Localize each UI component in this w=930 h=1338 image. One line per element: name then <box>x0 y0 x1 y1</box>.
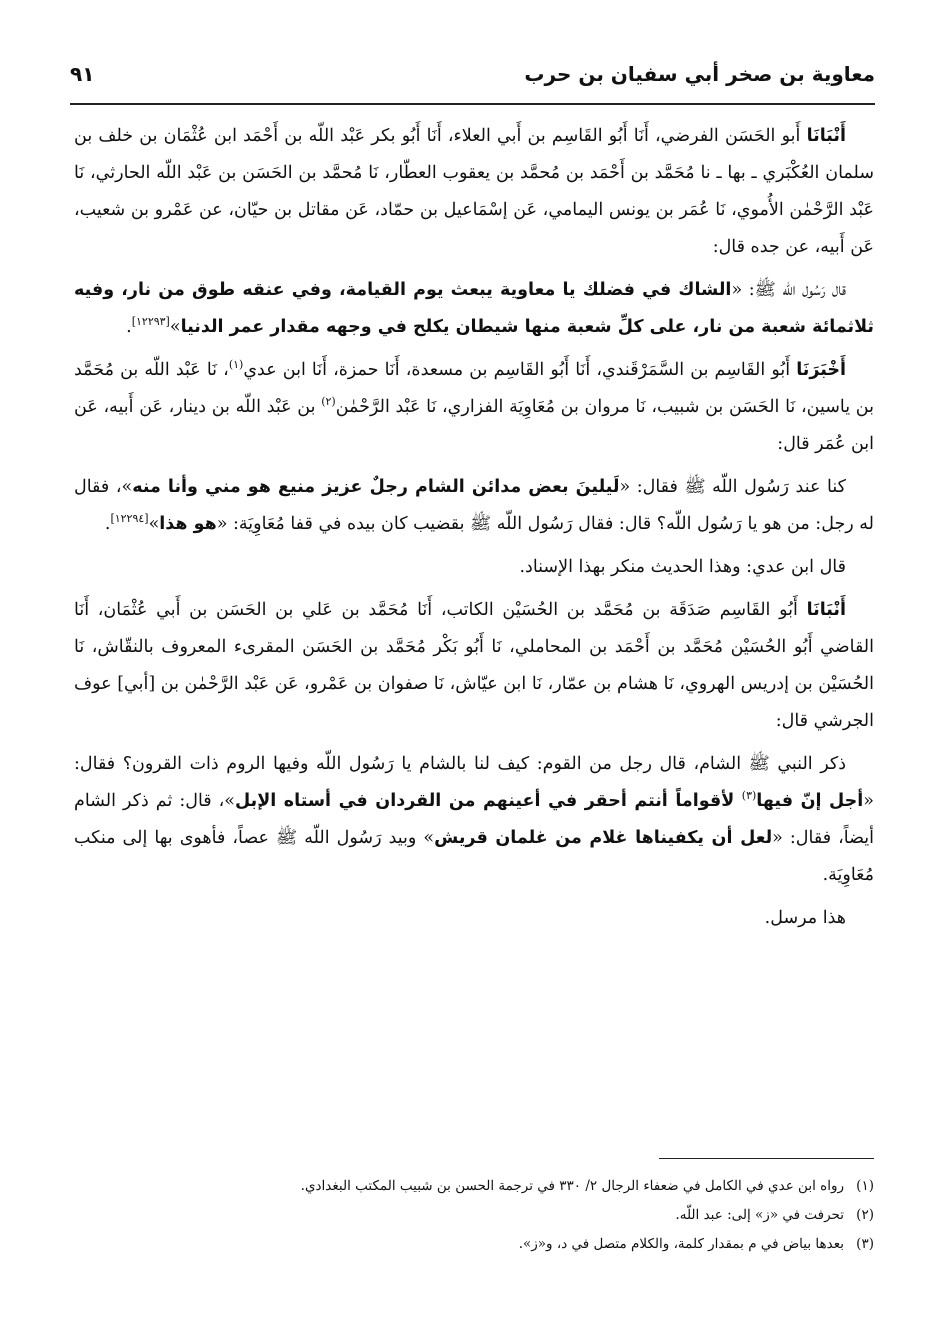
hadith-text: لأقواماً أنتم أحقر في أعينهم من القردان في أستاه الإبل <box>235 791 742 811</box>
paragraph-comment <box>74 549 874 586</box>
paragraph-isnad-1 <box>74 118 874 266</box>
footnote-text: رواه ابن عدي في الكامل في ضعفاء الرجال ٢/ ٣٣٠ في ترجمة الحسن بن شبيب المكتب البغدادي. <box>300 1178 844 1194</box>
paragraph-text: » وبيد رَسُول اللّه ﷺ عصاً، فأهوى بها إلى منكب مُعَاوِيَة. <box>74 828 874 885</box>
paragraph-isnad-2 <box>74 352 874 463</box>
footnote-3 <box>74 1230 874 1259</box>
paragraph-text: قال ابن عدي: وهذا الحديث منكر بهذا الإسناد. <box>519 557 846 577</box>
header-title: معاوية بن صخر أبي سفيان بن حرب <box>524 62 875 86</box>
footnote-number: (١) <box>856 1178 874 1194</box>
paragraph-text: »، قال: ثم ذكر الشام أيضاً، فقال: « <box>74 791 874 848</box>
footnote-1 <box>74 1172 874 1201</box>
footnotes <box>74 1172 874 1259</box>
footnote-marker-1: (١) <box>228 358 244 372</box>
paragraph-text: هذا مرسل. <box>764 908 846 928</box>
footnote-2 <box>74 1201 874 1230</box>
running-header <box>70 62 875 102</box>
footnote-number: (٢) <box>856 1207 874 1223</box>
paragraph-text: ، نَا عَبْد اللّه بن مُحَمَّد بن ياسين، نَا الحَسَن بن شبيب، نَا مروان بن مُعَاوِيَة الفزاري، نَا عَبْد الرَّحْمٰن <box>74 360 874 417</box>
quote-close: » <box>169 317 181 337</box>
hadith-reference: [١٢٢٩٣] <box>131 315 170 329</box>
hadith-reference: [١٢٢٩٤] <box>110 512 149 526</box>
paragraph-text: أَبُو القَاسِم بن السَّمَرْقَندي، أَنَا أَبُو القَاسِم بن مسعدة، أَنَا حمزة، أَنَا ابن عدي <box>243 360 797 380</box>
hadith-text: لعل أن يكفيناها غلام من غلمان قريش <box>434 828 773 848</box>
hadith-text: هو هذا <box>159 514 217 534</box>
paragraph-isnad-3 <box>74 592 874 740</box>
transmission-keyword: أَخْبَرَنَا <box>796 360 847 380</box>
paragraph-text: أَبو الحَسَن الفرضي، أَنَا أَبُو القَاسِم بن أَبي العلاء، أَنَا أَبُو بكر عَبْد اللّه بن أَحْمَد ابن عُثْمَان بن خلف بن سلمان العُكْبَري ـ بها ـ نا مُحَمَّد بن أَحْمَد بن مُحمَّد بن يعقوب العطّار، نَا مُحمَّد بن الحَسَن بن عَبْد اللّه الحارثي، نَا عَبْد الرَّحْمٰن الأُموي، نَا عُمَر بن يونس اليمامي، عَن إسْمَاعيل بن حمّاد، عَن مقاتل بن حيّان، عن عَمْرو بن شعيب، عَن أَبيه، عن جده قال: <box>74 126 874 257</box>
full-stop: . <box>104 514 111 534</box>
full-stop: . <box>126 317 132 337</box>
hadith-text: الشاك في فضلك يا معاوية يبعث يوم القيامة، وفي عنقه طوق من نار، وفيه ثلاثمائة شعبة من نار، على كلِّ شعبة منها شيطان يكلح في وجهه مقدار عمر الدنيا <box>74 280 874 337</box>
quote-close: » <box>148 514 160 534</box>
footnote-marker-2: (٢) <box>321 395 336 409</box>
hadith-intro: قال رَسُول اللّه ﷺ: « <box>731 280 846 300</box>
paragraph-hadith-3 <box>74 746 874 894</box>
footnote-text: بعدها بياض في م بمقدار كلمة، والكلام متصل في د، و«ز». <box>518 1236 844 1252</box>
footnote-number: (٣) <box>856 1236 874 1252</box>
paragraph-hadith-1 <box>74 272 874 346</box>
paragraph-text: »، فقال له رجل: من هو يا رَسُول اللّه؟ قال: فقال رَسُول اللّه ﷺ بقضيب كان بيده في قفا مُعَاوِيَة: « <box>74 477 874 534</box>
paragraph-verdict <box>74 900 874 937</box>
hadith-intro: كنا عند رَسُول اللّه ﷺ فقال: « <box>619 477 846 497</box>
footnote-divider <box>659 1158 874 1159</box>
transmission-keyword: أَنْبَانَا <box>806 126 846 146</box>
footnote-marker-3: (٣) <box>741 789 757 803</box>
hadith-text: لَيلينَ بعض مدائن الشام رجلٌ عزيز منيع هو مني وأنا منه <box>132 477 620 497</box>
paragraph-text: أَبُو القَاسِم صَدَقَة بن مُحَمَّد بن الحُسَيْن الكاتب، أَنَا مُحَمَّد بن عَلي بن الحَسَن بن أَبي عُثْمَان، أَنَا القاضي أَبُو الحُسَيْن مُحَمَّد بن أَحْمَد بن المحاملي، نَا أَبُو بَكْر مُحَمَّد بن الحَسَن المقرىء المعروف بالنقّاش، نَا الحُسَيْن بن إدريس الهروي، نَا هشام بن عمّار، نَا ابن عيّاش، نَا صفوان بن عَمْرو، عَن عَبْد الرَّحْمٰن بن [أبي] عوف الجرشي قال: <box>74 600 874 731</box>
paragraph-text: ذكر النبي ﷺ الشام، قال رجل من القوم: كيف لنا بالشام يا رَسُول اللّه وفيها الروم ذات القرون؟ فقال: « <box>74 754 875 811</box>
hadith-text: أجل إنّ فيها <box>756 791 864 811</box>
paragraph-hadith-2 <box>74 469 874 543</box>
page-number: ٩١ <box>70 62 95 86</box>
main-text <box>74 118 874 943</box>
header-divider <box>70 103 875 105</box>
transmission-keyword: أَنْبَانَا <box>806 600 846 620</box>
footnote-text: تحرفت في «ز» إلى: عبد اللّه. <box>675 1207 844 1223</box>
paragraph-text: بن عَبْد اللّه بن دينار، عَن أَبيه، عَن ابن عُمَر قال: <box>74 397 874 454</box>
